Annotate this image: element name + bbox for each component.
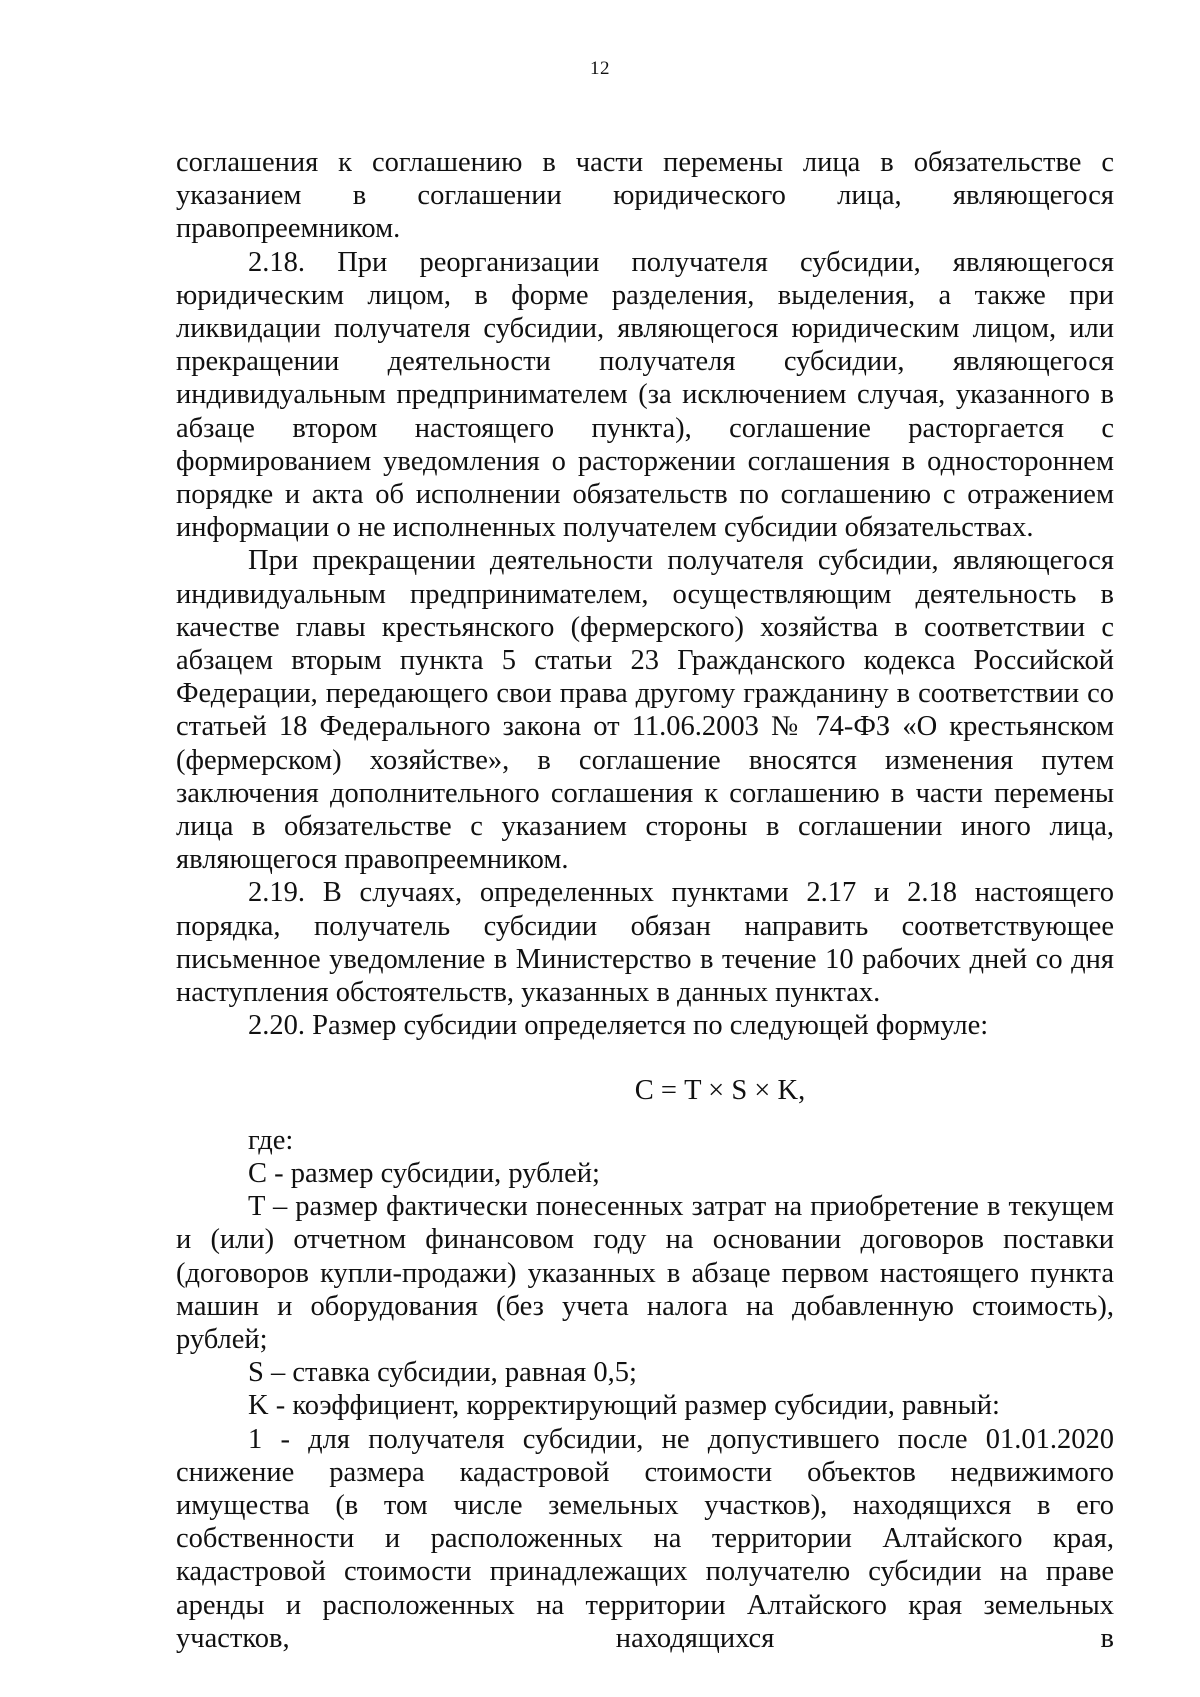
paragraph-continuation: соглашения к соглашению в части перемены лица в обязательстве с указанием в соглашении юридического лица, являющегося правопреемником. xyxy=(176,147,1114,245)
formula-where: где: xyxy=(248,1124,294,1156)
paragraph-2-18: 2.18. При реорганизации получателя субсидии, являющегося юридическим лицом, в форме разделения, выделения, а также при ликвидации получателя субсидии, являющегося юридическим лицом, или прекращении деятельности получателя субсидии, являющегося индивидуальным предпринимателем (за исключением случая, указанного в абзаце втором настоящего пункта), соглашение расторгается с формированием уведомления о расторжении соглашения в одностороннем порядке и акта об исполнении обязательств по соглашению с отражением информации о не исполненных получателем субсидии обязательствах. xyxy=(176,246,1114,544)
paragraph-farm-termination: При прекращении деятельности получателя субсидии, являющегося индивидуальным предпринимателем, осуществляющим деятельность в качестве главы крестьянского (фермерского) хозяйства в соответствии с абзацем вторым пункта 5 статьи 23 Гражданского кодекса Российской Федерации, передающего свои права другому гражданину в соответствии со статьей 18 Федерального закона от 11.06.2003 № 74-ФЗ «О крестьянском (фермерском) хозяйстве», в соглашение вносятся изменения путем заключения дополнительного соглашения к соглашению в части перемены лица в обязательстве с указанием стороны в соглашении иного лица, являющегося правопреемником. xyxy=(176,545,1114,876)
paragraph-2-19: 2.19. В случаях, определенных пунктами 2.17 и 2.18 настоящего порядка, получатель субсидии обязан направить соответствующее письменное уведомление в Министерство в течение 10 рабочих дней со дня наступления обстоятельств, указанных в данных пунктах. xyxy=(176,877,1114,1009)
definition-c: С - размер субсидии, рублей; xyxy=(248,1157,600,1189)
subsidy-formula: С = T × S × K, xyxy=(634,1075,806,1107)
document-body xyxy=(176,146,1114,1655)
definition-s: S – ставка субсидии, равная 0,5; xyxy=(248,1357,637,1389)
page-number: 12 xyxy=(590,58,610,79)
paragraph-2-20: 2.20. Размер субсидии определяется по следующей формуле: xyxy=(248,1010,989,1042)
definition-k: K - коэффициент, корректирующий размер субсидии, равный: xyxy=(248,1390,1000,1422)
definition-k-value-1: 1 - для получателя субсидии, не допустившего после 01.01.2020 снижение размера кадастровой стоимости объектов недвижимого имущества (в том числе земельных участков), находящихся в его собственности и расположенных на территории Алтайского края, кадастровой стоимости принадлежащих получателю субсидии на праве аренды и расположенных на территории Алтайского края земельных участков, находящихся в xyxy=(176,1423,1114,1654)
definition-t: T – размер фактически понесенных затрат на приобретение в текущем и (или) отчетном финансовом году на основании договоров поставки (договоров купли-продажи) указанных в абзаце первом настоящего пункта машин и оборудования (без учета налога на добавленную стоимость), рублей; xyxy=(176,1191,1114,1355)
